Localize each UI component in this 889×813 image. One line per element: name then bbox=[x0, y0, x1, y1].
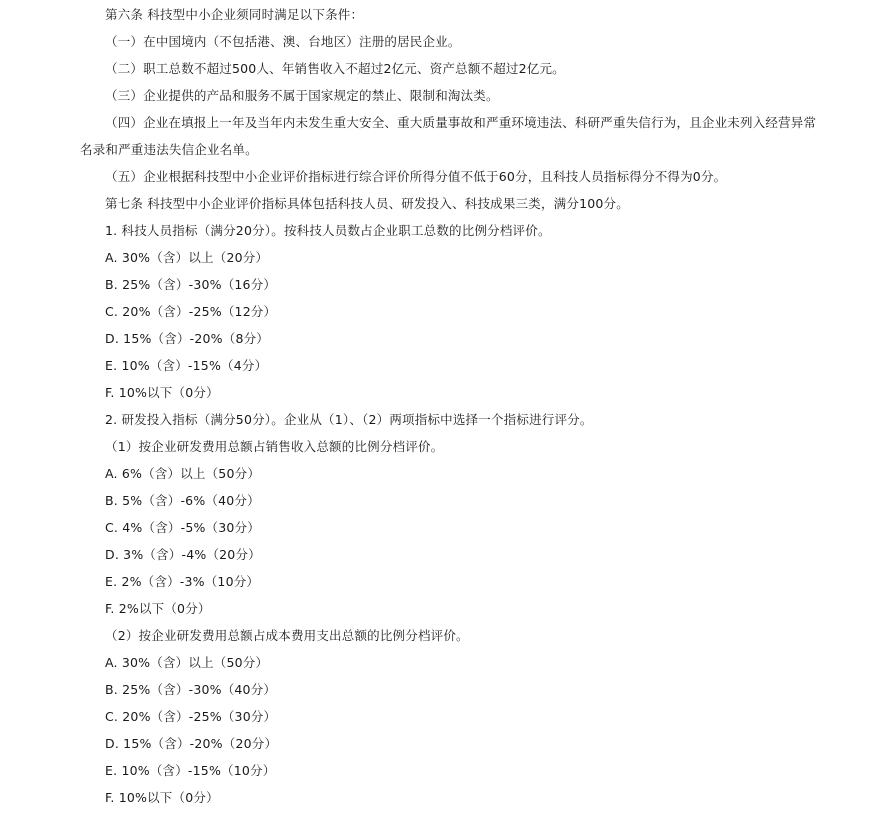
rnd-sub1-title: （1）按企业研发费用总额占销售收入总额的比例分档评价。 bbox=[105, 439, 444, 454]
staff-option-e: E. 10%（含）-15%（4分） bbox=[105, 358, 268, 373]
rnd-sub1-option-b: B. 5%（含）-6%（40分） bbox=[105, 493, 260, 508]
rnd-sub1-option-a: A. 6%（含）以上（50分） bbox=[105, 466, 261, 481]
rnd-sub2-option-a: A. 30%（含）以上（50分） bbox=[105, 655, 269, 670]
staff-option-f: F. 10%以下（0分） bbox=[105, 385, 219, 400]
staff-option-c: C. 20%（含）-25%（12分） bbox=[105, 304, 277, 319]
rnd-sub2-title: （2）按企业研发费用总额占成本费用支出总额的比例分档评价。 bbox=[105, 628, 469, 643]
article6-item-2: （二）职工总数不超过500人、年销售收入不超过2亿元、资产总额不超过2亿元。 bbox=[105, 61, 565, 76]
staff-option-a: A. 30%（含）以上（20分） bbox=[105, 250, 269, 265]
article6-item-3: （三）企业提供的产品和服务不属于国家规定的禁止、限制和淘汰类。 bbox=[105, 88, 499, 103]
rnd-sub2-option-b: B. 25%（含）-30%（40分） bbox=[105, 682, 277, 697]
rnd-sub2-option-d: D. 15%（含）-20%（20分） bbox=[105, 736, 278, 751]
rnd-sub1-option-e: E. 2%（含）-3%（10分） bbox=[105, 574, 260, 589]
rnd-sub2-option-c: C. 20%（含）-25%（30分） bbox=[105, 709, 277, 724]
staff-indicator-title: 1. 科技人员指标（满分20分）。按科技人员数占企业职工总数的比例分档评价。 bbox=[105, 223, 551, 238]
staff-option-d: D. 15%（含）-20%（8分） bbox=[105, 331, 270, 346]
staff-option-b: B. 25%（含）-30%（16分） bbox=[105, 277, 277, 292]
rnd-sub2-option-f: F. 10%以下（0分） bbox=[105, 790, 219, 805]
rnd-sub1-option-d: D. 3%（含）-4%（20分） bbox=[105, 547, 261, 562]
article6-item-1: （一）在中国境内（不包括港、澳、台地区）注册的居民企业。 bbox=[105, 34, 461, 49]
article6-item-4: （四）企业在填报上一年及当年内未发生重大安全、重大质量事故和严重环境违法、科研严重失信行为，且企业未列入经营异常名录和严重违法失信企业名单。 bbox=[80, 115, 817, 157]
article6-heading: 第六条 科技型中小企业须同时满足以下条件： bbox=[105, 7, 364, 22]
rnd-sub2-option-e: E. 10%（含）-15%（10分） bbox=[105, 763, 276, 778]
article6-item-5: （五）企业根据科技型中小企业评价指标进行综合评价所得分值不低于60分，且科技人员指标得分不得为0分。 bbox=[105, 169, 727, 184]
rnd-sub1-option-c: C. 4%（含）-5%（30分） bbox=[105, 520, 260, 535]
rnd-sub1-option-f: F. 2%以下（0分） bbox=[105, 601, 211, 616]
rnd-indicator-title: 2. 研发投入指标（满分50分）。企业从（1）、（2）两项指标中选择一个指标进行评分。 bbox=[105, 412, 593, 427]
article7-heading: 第七条 科技型中小企业评价指标具体包括科技人员、研发投入、科技成果三类，满分100分。 bbox=[105, 196, 629, 211]
